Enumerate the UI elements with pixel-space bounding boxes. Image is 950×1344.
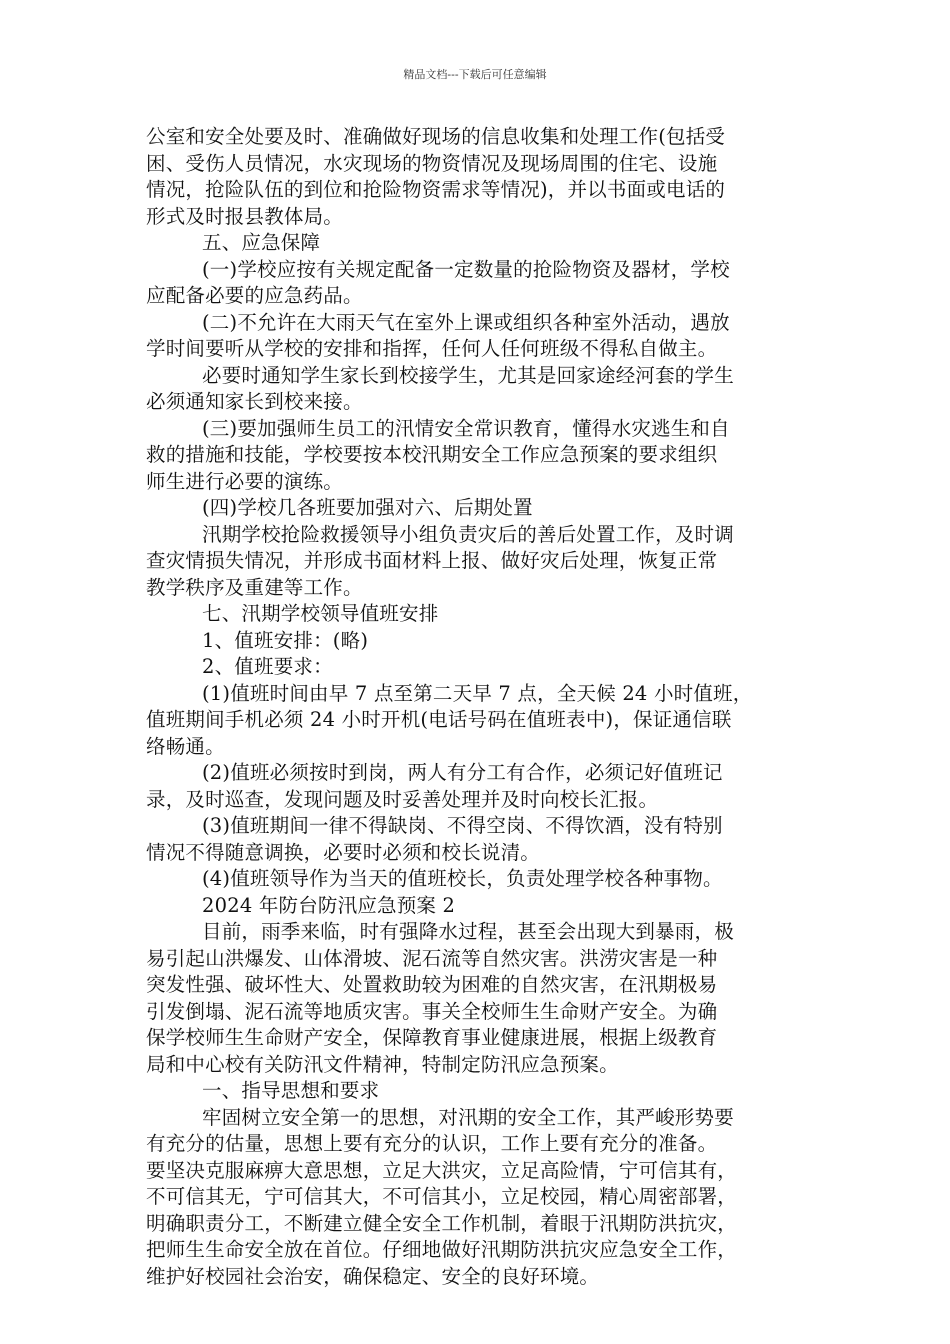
page-header: 精品文档---下载后可任意编辑: [403, 68, 547, 81]
text-line: (三)要加强师生员工的汛情安全常识教育，懂得水灾逃生和自: [202, 416, 730, 440]
text-line: 必须通知家长到校来接。: [146, 390, 363, 413]
section-heading: 2024 年防台防汛应急预案 2: [202, 893, 456, 917]
text-line: 目前，雨季来临，时有强降水过程，甚至会出现大到暴雨，极: [202, 920, 734, 943]
text-line: 值班期间手机必须 24 小时开机(电话号码在值班表中)，保证通信联: [146, 708, 732, 731]
text-line: (1)值班时间由早 7 点至第二天早 7 点，全天候 24 小时值班，: [202, 681, 753, 705]
text-line: 明确职责分工，不断建立健全安全工作机制，着眼于汛期防洪抗灾，: [146, 1211, 738, 1235]
text-line: 络畅通。: [146, 734, 225, 758]
text-line: 突发性强、破坏性大、处置救助较为困难的自然灾害，在汛期极易: [146, 973, 718, 996]
text-line: (2)值班必须按时到岗，两人有分工有合作，必须记好值班记: [202, 761, 723, 784]
text-line: 1、值班安排：(略): [202, 628, 369, 652]
text-line: 情况，抢险队伍的到位和抢险物资需求等情况)，并以书面或电话的: [146, 178, 726, 201]
text-line: 局和中心校有关防汛文件精神，特制定防汛应急预案。: [146, 1052, 619, 1076]
text-line: 录，及时巡查，发现问题及时妥善处理并及时向校长汇报。: [146, 787, 659, 811]
text-line: (二)不允许在大雨天气在室外上课或组织各种室外活动，遇放: [202, 310, 730, 334]
text-line: 公室和安全处要及时、准确做好现场的信息收集和处理工作(包括受: [146, 125, 726, 148]
text-line: 维护好校园社会治安，确保稳定、安全的良好环境。: [146, 1264, 600, 1288]
text-line: 查灾情损失情况，并形成书面材料上报、做好灾后处理，恢复正常: [146, 549, 718, 572]
text-line: (4)值班领导作为当天的值班校长，负责处理学校各种事物。: [202, 867, 723, 890]
text-line: 有充分的估量，思想上要有充分的认识，工作上要有充分的准备。: [146, 1132, 718, 1155]
text-line: 教学秩序及重建等工作。: [146, 575, 363, 599]
text-line: 师生进行必要的演练。: [146, 469, 344, 493]
text-line: 把师生生命安全放在首位。仔细地做好汛期防洪抗灾应急安全工作，: [146, 1238, 738, 1261]
document-body: [146, 124, 810, 1290]
text-line: (四)学校几各班要加强对六、后期处置: [202, 496, 533, 519]
text-line: 2、值班要求：: [202, 655, 333, 678]
text-line: 保学校师生生命财产安全，保障教育事业健康进展，根据上级教育: [146, 1026, 718, 1049]
text-line: 形式及时报县教体局。: [146, 204, 344, 228]
text-line: (3)值班期间一律不得缺岗、不得空岗、不得饮酒，没有特别: [202, 814, 723, 837]
text-line: 易引起山洪爆发、山体滑坡、泥石流等自然灾害。洪涝灾害是一种: [146, 946, 718, 970]
section-heading: 七、汛期学校领导值班安排: [202, 602, 439, 625]
text-line: 不可信其无，宁可信其大，不可信其小，立足校园，精心周密部署，: [146, 1185, 738, 1208]
text-line: 救的措施和技能，学校要按本校汛期安全工作应急预案的要求组织: [146, 443, 718, 466]
text-line: 要坚决克服麻痹大意思想，立足大洪灾，立足高险情，宁可信其有，: [146, 1158, 738, 1182]
section-heading: 五、应急保障: [202, 231, 321, 254]
text-line: 学时间要听从学校的安排和指挥，任何人任何班级不得私自做主。: [146, 337, 718, 360]
text-line: 必要时通知学生家长到校接学生，尤其是回家途经河套的学生: [202, 363, 734, 387]
text-line: 汛期学校抢险救援领导小组负责灾后的善后处置工作，及时调: [202, 522, 734, 546]
text-line: 应配备必要的应急药品。: [146, 284, 363, 307]
section-heading: 一、指导思想和要求: [202, 1079, 380, 1102]
text-line: 情况不得随意调换，必要时必须和校长说清。: [146, 840, 541, 864]
text-line: (一)学校应按有关规定配备一定数量的抢险物资及器材，学校: [202, 257, 730, 281]
text-line: 牢固树立安全第一的思想，对汛期的安全工作，其严峻形势要: [202, 1105, 734, 1129]
text-line: 引发倒塌、泥石流等地质灾害。事关全校师生生命财产安全。为确: [146, 999, 718, 1023]
text-line: 困、受伤人员情况，水灾现场的物资情况及现场周围的住宅、设施: [146, 151, 718, 175]
